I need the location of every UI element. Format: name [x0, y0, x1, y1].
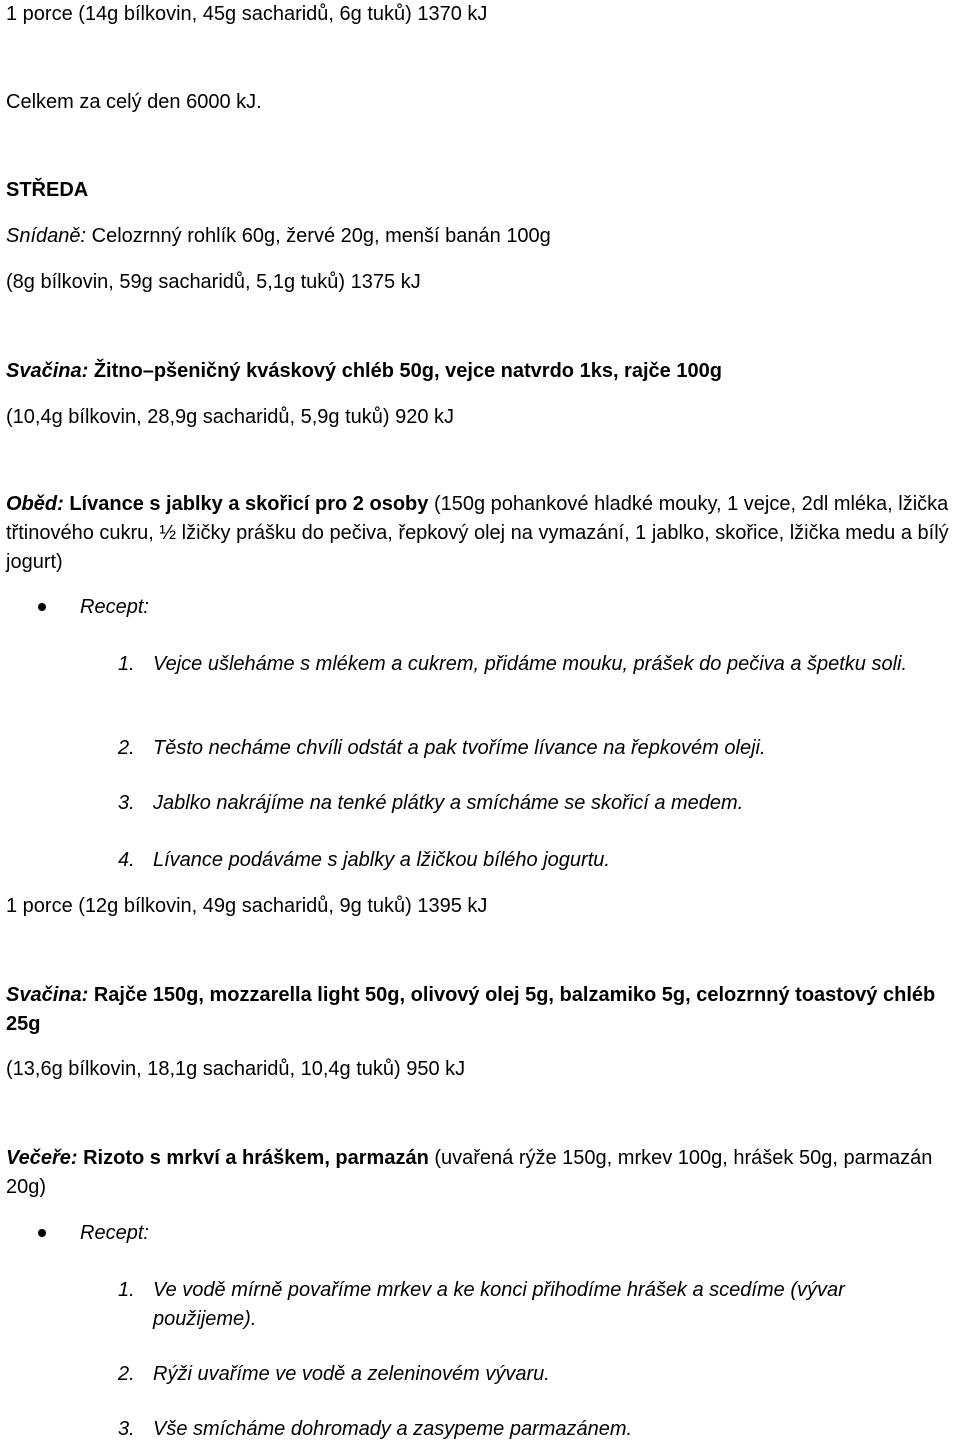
lunch-line	[6, 490, 956, 577]
breakfast-nutrition: (8g bílkovin, 59g sacharidů, 5,1g tuků) 1375 kJ	[6, 271, 421, 293]
dinner-title: Rizoto s mrkví a hráškem, parmazán	[77, 1147, 429, 1169]
dinner-label: Večeře:	[6, 1147, 78, 1169]
day-title: STŘEDA	[6, 179, 89, 201]
breakfast-text: Celozrnný rohlík 60g, žervé 20g, menší banán 100g	[86, 225, 551, 247]
lunch-ingredients: (150g pohankové hladké mouky, 1 vejce, 2dl mléka, lžička třtinového cukru, ½ lžičky prášku do pečiva, řepkový olej na vymazání, 1 jablko, skořice, lžička medu a bílý jogurt)	[6, 493, 949, 573]
step-text: Těsto necháme chvíli odstát a pak tvoříme lívance na řepkovém oleji.	[153, 737, 766, 759]
dinner-ingredients: (uvařená rýže 150g, mrkev 100g, hrášek 50g, parmazán 20g)	[6, 1147, 933, 1198]
day-total: Celkem za celý den 6000 kJ.	[6, 91, 262, 113]
snack1-text: Žitno–pšeničný kváskový chléb 50g, vejce natvrdo 1ks, rajče 100g	[88, 360, 722, 382]
lunch-title: Lívance s jablky a skořicí pro 2 osoby	[63, 493, 429, 515]
snack2-label: Svačina:	[6, 984, 89, 1006]
step-text: Vše smícháme dohromady a zasypeme parmazánem.	[153, 1418, 633, 1440]
lunch-label: Oběd:	[6, 493, 64, 515]
snack2-text: Rajče 150g, mozzarella light 50g, olivový olej 5g, balzamiko 5g, celozrnný toastový chléb 25g	[6, 984, 936, 1035]
step-number: 4.	[118, 849, 135, 871]
snack1-label: Svačina:	[6, 360, 89, 382]
step-text: Vejce ušleháme s mlékem a cukrem, přidáme mouku, prášek do pečiva a špetku soli.	[153, 653, 908, 675]
snack1-line	[6, 357, 956, 386]
step-text: Rýži uvaříme ve vodě a zeleninovém vývaru.	[153, 1363, 550, 1385]
step-text: Ve vodě mírně povaříme mrkev a ke konci přihodíme hrášek a scedíme (vývar použijeme).	[153, 1279, 845, 1330]
step-number: 1.	[118, 1279, 135, 1301]
lunch-recipe-label: Recept:	[80, 596, 149, 618]
dinner-recipe-label: Recept:	[80, 1222, 149, 1244]
bullet-dot-icon	[38, 603, 46, 611]
snack1-nutrition: (10,4g bílkovin, 28,9g sacharidů, 5,9g tuků) 920 kJ	[6, 406, 455, 428]
step-number: 1.	[118, 653, 135, 675]
dinner-line	[6, 1144, 956, 1202]
previous-portion-nutrition: 1 porce (14g bílkovin, 45g sacharidů, 6g tuků) 1370 kJ	[6, 3, 488, 25]
step-text: Lívance podáváme s jablky a lžičkou bílého jogurtu.	[153, 849, 610, 871]
step-number: 2.	[118, 1363, 135, 1385]
lunch-portion-nutrition: 1 porce (12g bílkovin, 49g sacharidů, 9g tuků) 1395 kJ	[6, 895, 488, 917]
snack2-nutrition: (13,6g bílkovin, 18,1g sacharidů, 10,4g tuků) 950 kJ	[6, 1058, 466, 1080]
step-text: Jablko nakrájíme na tenké plátky a smícháme se skořicí a medem.	[153, 792, 744, 814]
snack2-line	[6, 981, 956, 1039]
step-number: 3.	[118, 792, 135, 814]
breakfast-line	[6, 222, 956, 251]
step-number: 2.	[118, 737, 135, 759]
breakfast-label: Snídaně:	[6, 225, 87, 247]
step-number: 3.	[118, 1418, 135, 1440]
bullet-dot-icon	[38, 1229, 46, 1237]
